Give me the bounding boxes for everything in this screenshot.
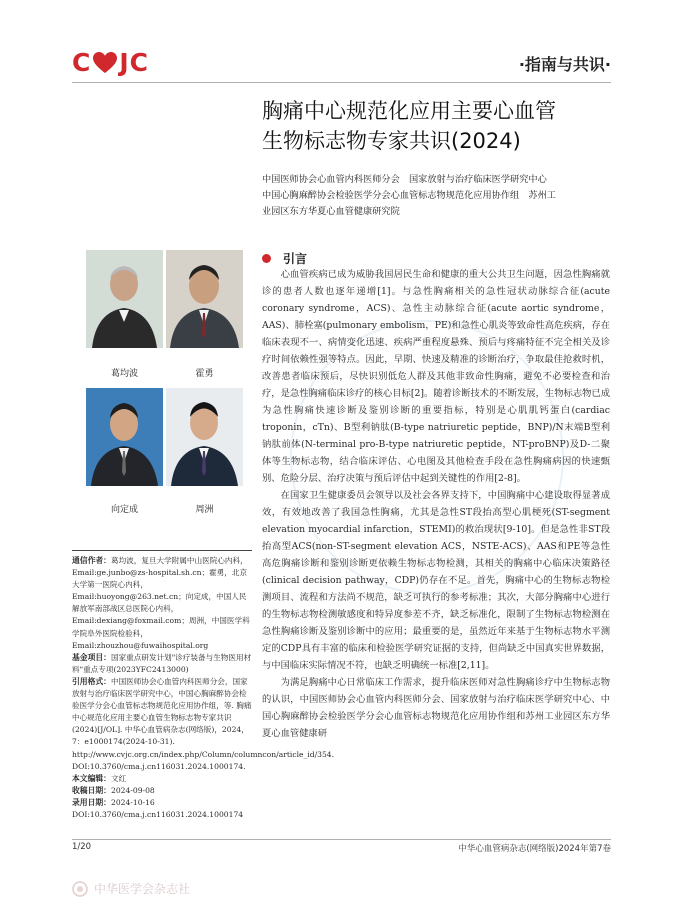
- body-text: [262, 266, 610, 742]
- info-row: [72, 785, 252, 797]
- article-title: [262, 96, 556, 156]
- author-photo: [166, 250, 243, 348]
- info-row: [72, 773, 252, 785]
- info-text: 葛均波，复旦大学附属中山医院心内科，Email:ge.junbo@zs-hospital.sh.cn；霍勇，北京大学第一医院心内科，Email:huoyong@263.net.cn；向定成，中国人民解放军南部战区总医院心内科，Email:dexiang@foxmail.com；周洲，中国医学科学院阜外医院检验科，Email:zhouzhou@fuwaihospital.org: [72, 556, 250, 650]
- portrait-icon: [166, 388, 243, 486]
- journal-logo: [72, 48, 149, 77]
- author-photo: [166, 388, 243, 486]
- author-photo: [86, 388, 163, 486]
- portrait-icon: [166, 250, 243, 348]
- info-text: 2024-09-08: [110, 785, 155, 795]
- publisher-mark: [72, 880, 190, 897]
- info-label: 基金项目：: [72, 652, 111, 662]
- info-row: [72, 809, 252, 821]
- author-photo: [86, 250, 163, 348]
- publisher-seal-icon: [72, 881, 88, 897]
- info-label: 录用日期：: [72, 797, 111, 807]
- portrait-icon: [86, 250, 163, 348]
- heart-icon: [93, 52, 117, 74]
- header-divider: [72, 82, 611, 83]
- footer-divider: [72, 839, 611, 840]
- author-line: 中国心胸麻醉协会检验医学分会心血管标志物规范化应用协作组 苏州工: [262, 190, 556, 201]
- author-line: 中国医师协会心血管内科医师分会 国家放射与治疗临床医学研究中心: [262, 174, 547, 185]
- info-text: 文红: [110, 773, 127, 783]
- info-row: [72, 555, 252, 652]
- section-label: ·指南与共识·: [518, 55, 611, 74]
- photo-caption: 霍勇: [195, 369, 214, 379]
- info-label: 通信作者：: [72, 556, 111, 565]
- portrait-icon: [86, 388, 163, 486]
- intro-heading: [262, 250, 307, 267]
- title-line-1: 胸痛中心规范化应用主要心血管: [262, 99, 556, 123]
- info-text: DOI:10.3760/cma.j.cn116031.2024.1000174: [72, 809, 244, 819]
- info-label: 引用格式：: [72, 676, 111, 686]
- info-text: 2024-10-16: [110, 797, 155, 807]
- page-number: 1/20: [72, 842, 92, 852]
- info-text: 国家重点研发计划"诊疗装备与生物医用材料"重点专项(2023YFC2413000): [72, 652, 252, 674]
- info-label: 收稿日期：: [72, 785, 111, 795]
- publisher-name: 中华医学会杂志社: [94, 882, 191, 896]
- body-paragraph: 在国家卫生健康委员会领导以及社会各界支持下，中国胸痛中心建设取得显著成效，有效地改善了我国急性胸痛，尤其是急性ST段抬高型心肌梗死(ST-segment elevation myocardial infarction，STEMI)的救治现状[9-10]。但是急性非ST段抬高型ACS(non-ST-segment elevation ACS，NSTE-ACS)、AAS和PE等急性高危胸痛诊断和鉴别诊断更依赖生物标志物检测，其相关的胸痛中心临床决策路径(clinical decision pathway，CDP)仍存在不足。首先，胸痛中心的生物标志物检测项目、流程和方法尚不规范，缺乏可执行的参考标准；其次，大部分胸痛中心进行的生物标志物检测敏感度和特异度参差不齐，缺乏标准化，限制了生物标志物检测在急性胸痛诊断及鉴别诊断中的应用；最重要的是，虽然近年来基于生物标志物水平测定的CDP具有丰富的临床和检验医学研究证据的支持，但尚缺乏中国真实世界数据，与中国临床实际情况不符，也缺乏明确统一标准[2,11]。: [262, 490, 610, 671]
- sidebar-rule: [72, 550, 252, 551]
- logo-text-left: C: [72, 48, 92, 77]
- info-text: 中国医师协会心血管内科医师分会，国家放射与治疗临床医学研究中心，中国心胸麻醉协会检验医学分会心血管标志物规范化应用协作组，等. 胸痛中心规范化应用主要心血管生物标志物专家共识(2024)[J/OL]. 中华心血管病杂志(网络版)，2024，7：e1000174(2024-10-31). http://www.cvjc.org.cn/index.php/Column/columncon/article_id/354. DOI:10.3760/cma.j.cn116031.2024.1000174.: [72, 676, 335, 771]
- article-info-sidebar: [72, 550, 335, 821]
- info-row: [72, 797, 252, 809]
- photo-caption: 葛均波: [110, 369, 138, 379]
- title-line-2: 生物标志物专家共识(2024): [262, 129, 521, 153]
- journal-citation: 中华心血管病杂志(网络版)2024年第7卷: [458, 844, 611, 854]
- author-groups: [262, 172, 612, 220]
- info-row: [72, 676, 335, 773]
- author-line: 业园区东方华夏心血管健康研究院: [262, 206, 400, 217]
- logo-text-right: JC: [119, 48, 150, 77]
- info-label: 本文编辑：: [72, 773, 111, 783]
- body-paragraph: 为满足胸痛中心日常临床工作需求，提升临床医师对急性胸痛诊疗中生物标志物的认识，中国医师协会心血管内科医师分会、国家放射与治疗临床医学研究中心、中国心胸麻醉协会检验医学分会心血管标志物规范化应用协作组和苏州工业园区东方华夏心血管健康研: [262, 677, 610, 739]
- photo-caption: 周洲: [195, 505, 214, 515]
- info-row: [72, 652, 252, 676]
- photo-caption: 向定成: [110, 505, 138, 515]
- intro-heading-text: 引言: [283, 252, 308, 266]
- bullet-dot-icon: [262, 254, 271, 263]
- body-paragraph: 心血管疾病已成为威胁我国居民生命和健康的重大公共卫生问题，因急性胸痛就诊的患者人数也逐年递增[1]。与急性胸痛相关的急性冠状动脉综合征(acute coronary syndrome，ACS)、急性主动脉综合征(acute aortic syndrome，AAS)、肺栓塞(pulmonary embolism，PE)和急性心肌炎等致命性高危疾病，存在临床表现不一、病情变化迅速、疾病严重程度悬殊、预后与疼痛特征不完全相关及诊疗时间依赖性强等特点。因此，早期、快速及精准的诊断治疗，争取最佳抢救时机，改善患者临床预后，尽快识别低危人群及其他非致命性胸痛，避免不必要检查和治疗，是急性胸痛临床诊疗的核心目标[2]。随着诊断技术的不断发展，生物标志物已成为急性胸痛快速诊断及鉴别诊断的重要指标，特别是心肌肌钙蛋白(cardiac troponin，cTn)、B型利钠肽(B-type natriuretic peptide，BNP)/N末端B型利钠肽前体(N-terminal pro-B-type natriuretic peptide，NT-proBNP)及D-二聚体等生物标志物，结合临床评估、心电图及其他检查手段在急性胸痛病因的快速甄别、危险分层、治疗决策与预后评估中起到关键性的作用[2-8]。: [262, 269, 610, 484]
